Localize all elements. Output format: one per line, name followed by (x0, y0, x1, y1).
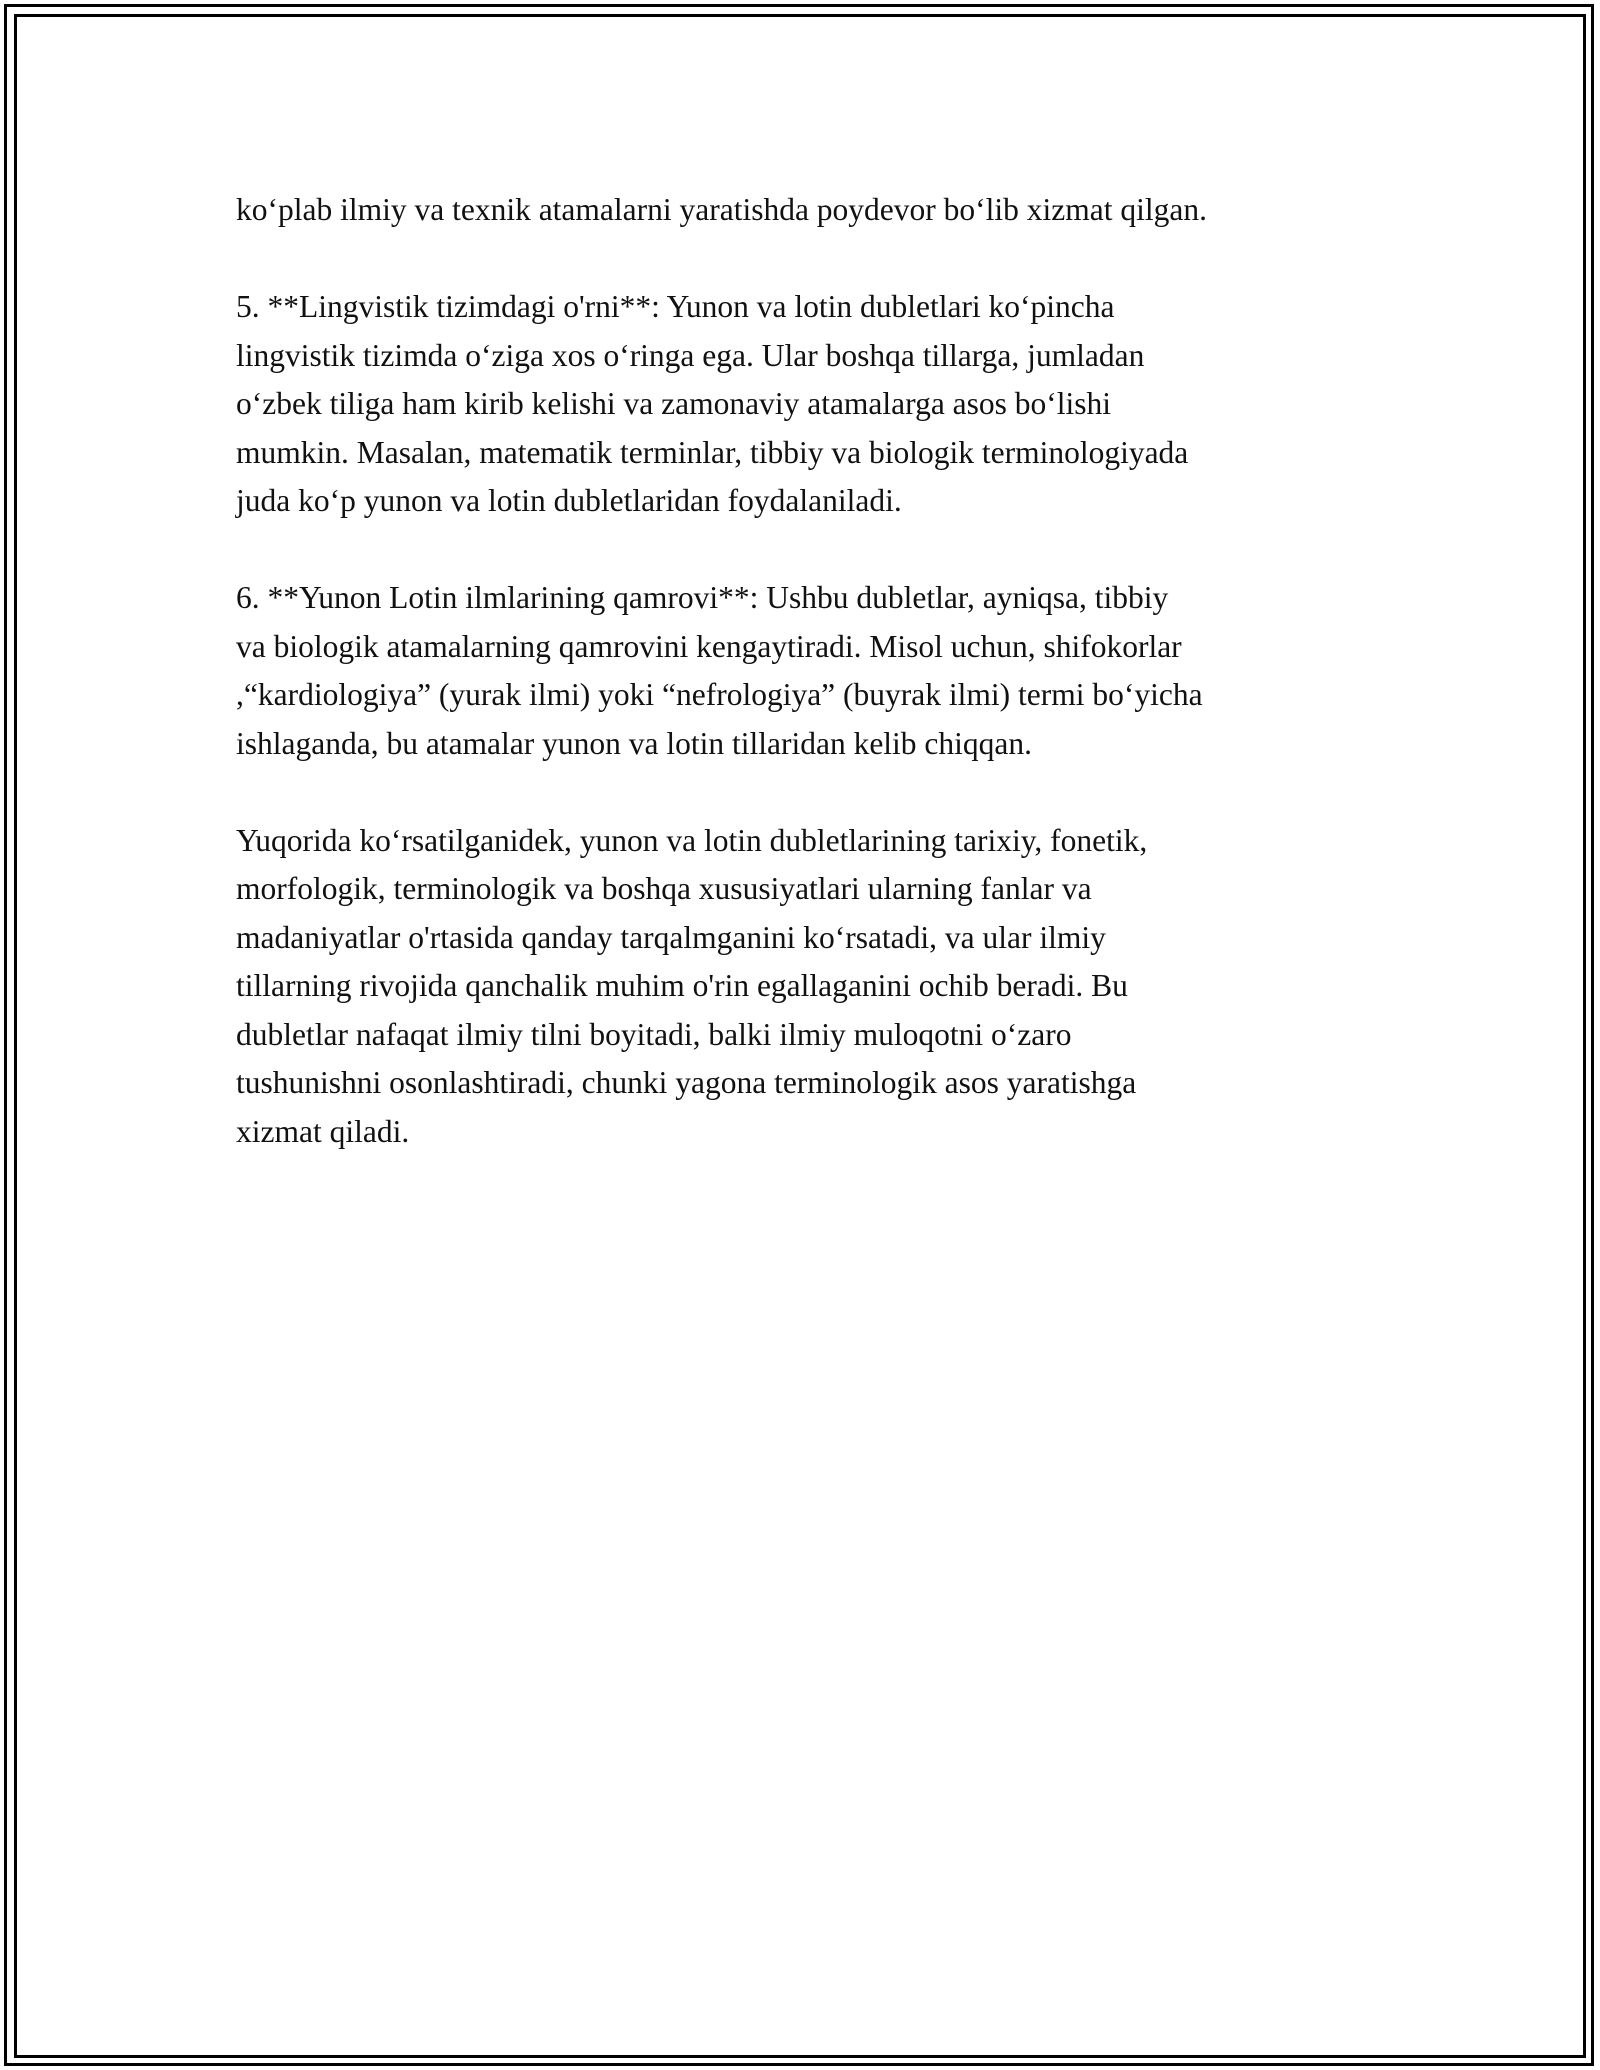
paragraph-item-6: 6. **Yunon Lotin ilmlarining qamrovi**: Ushbu dubletlar, ayniqsa, tibbiy va biologik atamalarning qamrovini kengaytiradi. Misol uchun, shifokorlar ,“kardiologiya” (yurak ilmi) yoki “nefrologiya” (buyrak ilmi) termi bo‘yicha ishlaganda, bu atamalar yunon va lotin tillaridan kelib chiqqan. (236, 580, 1203, 761)
paragraph-item-5: 5. **Lingvistik tizimdagi o'rni**: Yunon va lotin dubletlari ko‘pincha lingvistik tizimda o‘ziga xos o‘ringa ega. Ular boshqa tillarga, jumladan o‘zbek tiliga ham kirib kelishi va zamonaviy atamalarga asos bo‘lishi mumkin. Masalan, matematik terminlar, tibbiy va biologik terminologiyada juda ko‘p yunon va lotin dubletlaridan foydalaniladi. (236, 289, 1189, 518)
document-body (236, 186, 1386, 1156)
paragraph-conclusion: Yuqorida ko‘rsatilganidek, yunon va lotin dubletlarining tarixiy, fonetik, morfologik, terminologik va boshqa xususiyatlari ularning fanlar va madaniyatlar o'rtasida qanday tarqalmganini ko‘rsatadi, va ular ilmiy tillarning rivojida qanchalik muhim o'rin egallaganini ochib beradi. Bu dubletlar nafaqat ilmiy tilni boyitadi, balki ilmiy muloqotni o‘zaro tushunishni osonlashtiradi, chunki yagona terminologik asos yaratishga xizmat qiladi. (236, 822, 1148, 1149)
paragraph-continuation: ko‘plab ilmiy va texnik atamalarni yaratishda poydevor bo‘lib xizmat qilgan. (236, 192, 1207, 227)
